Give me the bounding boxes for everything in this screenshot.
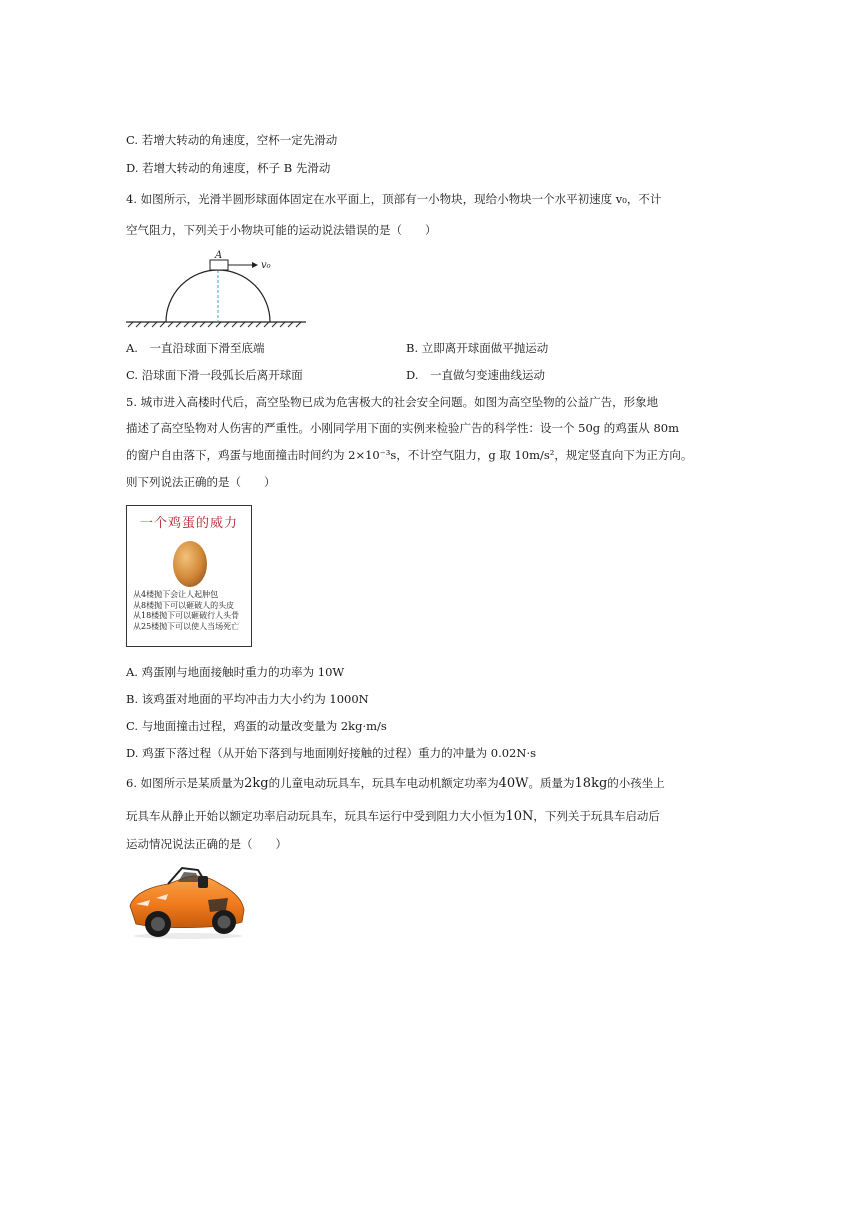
q6-power: 40W xyxy=(498,776,529,791)
velocity-label: v₀ xyxy=(261,260,271,271)
arrow-head xyxy=(252,262,258,268)
q6-text: ，下列关于玩具车启动后 xyxy=(533,809,660,823)
egg-poster xyxy=(126,505,252,647)
ground-hatch xyxy=(128,322,301,327)
small-block xyxy=(210,260,228,270)
q6-text: 的小孩坐上 xyxy=(607,776,665,790)
q6-mass-child: 18kg xyxy=(574,776,608,791)
q4-option-d: D. 一直做匀变速曲线运动 xyxy=(406,368,545,382)
egg-icon xyxy=(170,536,210,588)
point-label-a: A xyxy=(215,250,223,261)
q6-stem-line1 xyxy=(126,775,665,791)
q3-option-c: C. 若增大转动的角速度，空杯一定先滑动 xyxy=(126,133,338,147)
q6-stem-line3: 运动情况说法正确的是（ ） xyxy=(126,837,287,851)
q6-mass-toy: 2kg xyxy=(244,776,269,791)
q5-option-b: B. 该鸡蛋对地面的平均冲击力大小约为 1000N xyxy=(126,692,369,706)
q5-stem-line3: 的窗户自由落下，鸡蛋与地面撞击时间约为 2×10⁻³s，不计空气阻力，g 取 10m/s²，规定竖直向下为正方向。 xyxy=(126,448,693,462)
q5-option-d: D. 鸡蛋下落过程（从开始下落到与地面刚好接触的过程）重力的冲量为 0.02N·s xyxy=(126,746,536,760)
poster-line: 从8楼抛下可以砸破人的头皮 xyxy=(133,600,235,610)
q5-option-c: C. 与地面撞击过程，鸡蛋的动量改变量为 2kg·m/s xyxy=(126,719,387,733)
q6-stem-line2 xyxy=(126,808,660,824)
toy-car-image xyxy=(124,858,248,942)
q4-stem-line1: 4. 如图所示，光滑半圆形球面体固定在水平面上，顶部有一小物块，现给小物块一个水平初速度 v₀，不计 xyxy=(126,192,662,206)
poster-line: 从4楼抛下会让人起肿包 xyxy=(133,590,219,599)
poster-text-lines xyxy=(133,590,239,632)
q4-option-b: B. 立即离开球面做平抛运动 xyxy=(406,341,549,355)
poster-title: 一个鸡蛋的威力 xyxy=(139,516,238,531)
q5-stem-line4: 则下列说法正确的是（ ） xyxy=(126,475,276,489)
q5-stem-line1: 5. 城市进入高楼时代后，高空坠物已成为危害极大的社会安全问题。如图为高空坠物的公益广告，形象地 xyxy=(126,395,659,409)
q3-option-d: D. 若增大转动的角速度，杯子 B 先滑动 xyxy=(126,161,331,175)
q6-text: 的儿童电动玩具车，玩具车电动机额定功率为 xyxy=(268,776,499,790)
hemisphere-figure xyxy=(120,250,320,332)
q5-stem-line2: 描述了高空坠物对人伤害的严重性。小刚同学用下面的实例来检验广告的科学性：设一个 50g 的鸡蛋从 80m xyxy=(126,421,679,435)
q6-resistance: 10N xyxy=(505,809,534,824)
poster-line: 从18楼抛下可以砸破行人头骨 xyxy=(133,611,240,620)
q4-option-a: A. 一直沿球面下滑至底端 xyxy=(126,341,265,355)
q6-text: 6. 如图所示是某质量为 xyxy=(126,776,245,790)
q4-stem-line2: 空气阻力，下列关于小物块可能的运动说法错误的是（ ） xyxy=(126,223,437,237)
poster-line: 从25楼抛下可以使人当场死亡 xyxy=(133,621,240,631)
q6-text: 玩具车从静止开始以额定功率启动玩具车，玩具车运行中受到阻力大小恒为 xyxy=(126,809,506,823)
q6-text: 。质量为 xyxy=(528,776,575,790)
q4-option-c: C. 沿球面下滑一段弧长后离开球面 xyxy=(126,368,303,382)
q5-option-a: A. 鸡蛋刚与地面接触时重力的功率为 10W xyxy=(126,665,345,679)
